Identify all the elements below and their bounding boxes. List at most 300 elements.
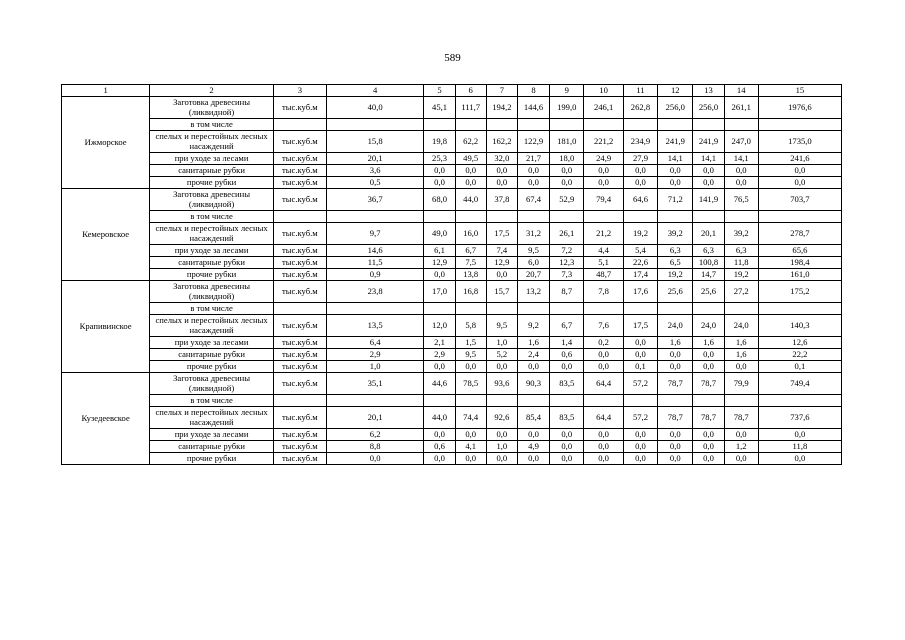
value-cell: 17,5 <box>486 223 517 245</box>
value-cell: 17,0 <box>424 281 455 303</box>
table-row <box>62 211 842 223</box>
value-cell: 162,2 <box>486 131 517 153</box>
value-cell: 20,7 <box>517 269 549 281</box>
value-cell: 0,0 <box>658 349 693 361</box>
value-cell: 7,8 <box>584 281 623 303</box>
header-row <box>62 85 842 97</box>
value-cell: 39,2 <box>724 223 758 245</box>
value-cell: 64,4 <box>584 407 623 429</box>
value-cell: 0,0 <box>758 177 841 189</box>
value-cell: 161,0 <box>758 269 841 281</box>
value-cell: 0,0 <box>550 429 584 441</box>
value-cell: 140,3 <box>758 315 841 337</box>
unit-cell: тыс.куб.м <box>273 153 326 165</box>
value-cell: 241,9 <box>658 131 693 153</box>
value-cell: 24,0 <box>658 315 693 337</box>
value-cell: 1,6 <box>724 349 758 361</box>
column-number: 3 <box>273 85 326 97</box>
value-cell: 68,0 <box>424 189 455 211</box>
table-row <box>62 303 842 315</box>
value-cell <box>517 303 549 315</box>
value-cell: 0,0 <box>424 361 455 373</box>
value-cell <box>455 211 486 223</box>
value-cell: 0,0 <box>424 453 455 465</box>
column-number: 9 <box>550 85 584 97</box>
value-cell: 22,2 <box>758 349 841 361</box>
forestry-name: Кемеровское <box>62 189 150 281</box>
row-label: Заготовка древесины (ликвидной) <box>150 189 274 211</box>
value-cell: 0,0 <box>550 361 584 373</box>
value-cell: 247,0 <box>724 131 758 153</box>
value-cell: 0,0 <box>658 453 693 465</box>
table-row <box>62 223 842 245</box>
value-cell: 6,0 <box>517 257 549 269</box>
value-cell: 5,4 <box>623 245 657 257</box>
value-cell <box>326 119 424 131</box>
value-cell: 78,7 <box>693 373 724 395</box>
value-cell: 1,4 <box>550 337 584 349</box>
value-cell: 19,2 <box>623 223 657 245</box>
table-row <box>62 189 842 211</box>
row-label: в том числе <box>150 211 274 223</box>
value-cell <box>550 119 584 131</box>
value-cell: 27,9 <box>623 153 657 165</box>
value-cell: 0,0 <box>424 177 455 189</box>
value-cell: 24,9 <box>584 153 623 165</box>
value-cell: 175,2 <box>758 281 841 303</box>
value-cell: 44,0 <box>424 407 455 429</box>
row-label: при уходе за лесами <box>150 153 274 165</box>
value-cell <box>486 211 517 223</box>
value-cell: 0,0 <box>693 349 724 361</box>
forestry-name: Крапивинское <box>62 281 150 373</box>
value-cell: 0,0 <box>693 441 724 453</box>
column-number: 7 <box>486 85 517 97</box>
row-label: санитарные рубки <box>150 441 274 453</box>
value-cell: 0,0 <box>424 429 455 441</box>
value-cell: 79,9 <box>724 373 758 395</box>
table-row <box>62 119 842 131</box>
value-cell: 737,6 <box>758 407 841 429</box>
value-cell: 39,2 <box>658 223 693 245</box>
value-cell: 12,3 <box>550 257 584 269</box>
value-cell: 2,9 <box>424 349 455 361</box>
value-cell: 11,8 <box>758 441 841 453</box>
value-cell <box>693 303 724 315</box>
value-cell <box>658 211 693 223</box>
unit-cell: тыс.куб.м <box>273 97 326 119</box>
value-cell: 6,2 <box>326 429 424 441</box>
value-cell: 278,7 <box>758 223 841 245</box>
value-cell: 7,2 <box>550 245 584 257</box>
value-cell: 48,7 <box>584 269 623 281</box>
value-cell: 1,0 <box>486 441 517 453</box>
value-cell: 6,7 <box>550 315 584 337</box>
column-number: 14 <box>724 85 758 97</box>
value-cell: 16,8 <box>455 281 486 303</box>
value-cell <box>693 119 724 131</box>
value-cell: 12,6 <box>758 337 841 349</box>
row-label: при уходе за лесами <box>150 245 274 257</box>
value-cell: 45,1 <box>424 97 455 119</box>
value-cell: 12,9 <box>424 257 455 269</box>
value-cell: 0,0 <box>486 429 517 441</box>
value-cell: 241,9 <box>693 131 724 153</box>
value-cell: 2,9 <box>326 349 424 361</box>
row-label: прочие рубки <box>150 177 274 189</box>
value-cell: 27,2 <box>724 281 758 303</box>
value-cell: 78,7 <box>724 407 758 429</box>
table-row <box>62 269 842 281</box>
value-cell: 6,4 <box>326 337 424 349</box>
unit-cell: тыс.куб.м <box>273 131 326 153</box>
forest-harvest-table <box>61 84 842 465</box>
value-cell: 9,5 <box>486 315 517 337</box>
value-cell: 21,7 <box>517 153 549 165</box>
column-number: 10 <box>584 85 623 97</box>
column-number: 15 <box>758 85 841 97</box>
value-cell: 78,7 <box>658 407 693 429</box>
column-number: 8 <box>517 85 549 97</box>
value-cell: 0,0 <box>517 453 549 465</box>
value-cell <box>550 303 584 315</box>
value-cell: 122,9 <box>517 131 549 153</box>
value-cell: 44,0 <box>455 189 486 211</box>
value-cell <box>424 395 455 407</box>
value-cell: 144,6 <box>517 97 549 119</box>
value-cell: 0,0 <box>623 165 657 177</box>
value-cell: 181,0 <box>550 131 584 153</box>
unit-cell: тыс.куб.м <box>273 453 326 465</box>
value-cell: 4,9 <box>517 441 549 453</box>
value-cell: 14,6 <box>326 245 424 257</box>
value-cell: 0,0 <box>724 165 758 177</box>
value-cell: 78,7 <box>658 373 693 395</box>
value-cell <box>758 395 841 407</box>
row-label: при уходе за лесами <box>150 429 274 441</box>
value-cell: 0,1 <box>623 361 657 373</box>
value-cell: 49,5 <box>455 153 486 165</box>
value-cell: 12,0 <box>424 315 455 337</box>
value-cell: 83,5 <box>550 373 584 395</box>
value-cell <box>693 211 724 223</box>
value-cell: 6,5 <box>658 257 693 269</box>
value-cell: 0,0 <box>724 429 758 441</box>
value-cell: 0,6 <box>550 349 584 361</box>
value-cell: 1,6 <box>724 337 758 349</box>
value-cell <box>623 211 657 223</box>
value-cell: 0,0 <box>584 441 623 453</box>
value-cell <box>455 303 486 315</box>
table-row <box>62 153 842 165</box>
value-cell: 0,0 <box>758 165 841 177</box>
forestry-name: Кузедеевское <box>62 373 150 465</box>
table-row <box>62 441 842 453</box>
row-label: спелых и перестойных лесных насаждений <box>150 223 274 245</box>
value-cell: 0,0 <box>455 453 486 465</box>
value-cell: 0,0 <box>693 429 724 441</box>
value-cell: 703,7 <box>758 189 841 211</box>
value-cell <box>326 395 424 407</box>
value-cell: 44,6 <box>424 373 455 395</box>
value-cell: 11,8 <box>724 257 758 269</box>
value-cell: 241,6 <box>758 153 841 165</box>
page-number: 589 <box>444 52 461 64</box>
value-cell: 1,6 <box>658 337 693 349</box>
unit-cell: тыс.куб.м <box>273 441 326 453</box>
column-number: 13 <box>693 85 724 97</box>
unit-cell: тыс.куб.м <box>273 223 326 245</box>
table-row <box>62 395 842 407</box>
value-cell: 0,2 <box>584 337 623 349</box>
value-cell: 13,5 <box>326 315 424 337</box>
value-cell <box>326 211 424 223</box>
value-cell: 35,1 <box>326 373 424 395</box>
row-label: Заготовка древесины (ликвидной) <box>150 281 274 303</box>
value-cell: 3,6 <box>326 165 424 177</box>
value-cell: 0,0 <box>658 177 693 189</box>
value-cell: 0,9 <box>326 269 424 281</box>
table-row <box>62 165 842 177</box>
value-cell: 0,0 <box>658 441 693 453</box>
value-cell: 65,6 <box>758 245 841 257</box>
value-cell <box>455 395 486 407</box>
value-cell: 0,0 <box>486 453 517 465</box>
value-cell: 78,7 <box>693 407 724 429</box>
value-cell: 0,0 <box>517 429 549 441</box>
row-label: в том числе <box>150 119 274 131</box>
value-cell: 261,1 <box>724 97 758 119</box>
value-cell: 246,1 <box>584 97 623 119</box>
value-cell: 221,2 <box>584 131 623 153</box>
table-row <box>62 257 842 269</box>
table-row <box>62 429 842 441</box>
unit-cell: тыс.куб.м <box>273 177 326 189</box>
unit-cell: тыс.куб.м <box>273 165 326 177</box>
value-cell: 76,5 <box>724 189 758 211</box>
value-cell: 0,0 <box>424 269 455 281</box>
value-cell: 5,1 <box>584 257 623 269</box>
table-row <box>62 245 842 257</box>
value-cell: 256,0 <box>693 97 724 119</box>
value-cell: 14,1 <box>658 153 693 165</box>
unit-cell: тыс.куб.м <box>273 349 326 361</box>
value-cell: 6,3 <box>724 245 758 257</box>
value-cell <box>623 395 657 407</box>
value-cell: 64,4 <box>584 373 623 395</box>
row-label: санитарные рубки <box>150 349 274 361</box>
unit-cell: тыс.куб.м <box>273 373 326 395</box>
value-cell: 6,7 <box>455 245 486 257</box>
value-cell: 1,0 <box>486 337 517 349</box>
value-cell: 24,0 <box>693 315 724 337</box>
value-cell: 0,0 <box>724 453 758 465</box>
value-cell: 0,0 <box>455 177 486 189</box>
value-cell: 111,7 <box>455 97 486 119</box>
value-cell: 7,4 <box>486 245 517 257</box>
table-row <box>62 349 842 361</box>
unit-cell: тыс.куб.м <box>273 269 326 281</box>
value-cell <box>584 395 623 407</box>
value-cell: 749,4 <box>758 373 841 395</box>
value-cell: 194,2 <box>486 97 517 119</box>
row-label: санитарные рубки <box>150 257 274 269</box>
value-cell: 0,0 <box>550 165 584 177</box>
value-cell: 0,0 <box>584 429 623 441</box>
value-cell <box>724 211 758 223</box>
value-cell: 16,0 <box>455 223 486 245</box>
unit-cell: тыс.куб.м <box>273 337 326 349</box>
value-cell: 24,0 <box>724 315 758 337</box>
row-label: в том числе <box>150 395 274 407</box>
value-cell: 0,0 <box>658 165 693 177</box>
value-cell: 0,0 <box>758 453 841 465</box>
value-cell: 2,4 <box>517 349 549 361</box>
row-label: санитарные рубки <box>150 165 274 177</box>
value-cell: 234,9 <box>623 131 657 153</box>
table-row <box>62 337 842 349</box>
value-cell: 90,3 <box>517 373 549 395</box>
value-cell: 0,0 <box>623 441 657 453</box>
value-cell: 14,7 <box>693 269 724 281</box>
value-cell: 0,0 <box>517 361 549 373</box>
value-cell: 0,0 <box>517 165 549 177</box>
value-cell <box>658 303 693 315</box>
value-cell: 32,0 <box>486 153 517 165</box>
value-cell: 0,0 <box>584 177 623 189</box>
value-cell: 1,2 <box>724 441 758 453</box>
row-label: спелых и перестойных лесных насаждений <box>150 315 274 337</box>
value-cell: 0,0 <box>623 177 657 189</box>
value-cell: 0,0 <box>424 165 455 177</box>
value-cell: 0,0 <box>486 269 517 281</box>
value-cell: 0,0 <box>584 165 623 177</box>
value-cell: 13,8 <box>455 269 486 281</box>
value-cell: 26,1 <box>550 223 584 245</box>
value-cell: 100,8 <box>693 257 724 269</box>
unit-cell: тыс.куб.м <box>273 257 326 269</box>
value-cell: 18,0 <box>550 153 584 165</box>
value-cell: 7,6 <box>584 315 623 337</box>
unit-cell <box>273 119 326 131</box>
value-cell: 0,0 <box>584 453 623 465</box>
value-cell <box>424 211 455 223</box>
column-number: 1 <box>62 85 150 97</box>
value-cell: 14,1 <box>724 153 758 165</box>
value-cell <box>758 211 841 223</box>
value-cell <box>517 119 549 131</box>
value-cell: 0,0 <box>455 361 486 373</box>
value-cell <box>486 119 517 131</box>
row-label: при уходе за лесами <box>150 337 274 349</box>
value-cell <box>623 303 657 315</box>
value-cell: 83,5 <box>550 407 584 429</box>
value-cell: 0,0 <box>623 349 657 361</box>
forestry-name: Ижморское <box>62 97 150 189</box>
value-cell: 262,8 <box>623 97 657 119</box>
value-cell: 49,0 <box>424 223 455 245</box>
value-cell: 14,1 <box>693 153 724 165</box>
value-cell <box>424 303 455 315</box>
value-cell <box>455 119 486 131</box>
value-cell: 52,9 <box>550 189 584 211</box>
unit-cell <box>273 395 326 407</box>
value-cell: 79,4 <box>584 189 623 211</box>
table-row <box>62 407 842 429</box>
value-cell: 0,0 <box>517 177 549 189</box>
value-cell: 0,1 <box>758 361 841 373</box>
column-number: 4 <box>326 85 424 97</box>
value-cell: 0,0 <box>693 361 724 373</box>
row-label: Заготовка древесины (ликвидной) <box>150 373 274 395</box>
value-cell <box>550 395 584 407</box>
table-row <box>62 315 842 337</box>
value-cell: 0,6 <box>424 441 455 453</box>
value-cell: 8,7 <box>550 281 584 303</box>
value-cell: 4,4 <box>584 245 623 257</box>
value-cell <box>517 395 549 407</box>
row-label: спелых и перестойных лесных насаждений <box>150 407 274 429</box>
value-cell: 256,0 <box>658 97 693 119</box>
value-cell: 57,2 <box>623 373 657 395</box>
value-cell <box>758 303 841 315</box>
value-cell: 20,1 <box>326 407 424 429</box>
value-cell: 74,4 <box>455 407 486 429</box>
value-cell: 141,9 <box>693 189 724 211</box>
value-cell: 67,4 <box>517 189 549 211</box>
row-label: Заготовка древесины (ликвидной) <box>150 97 274 119</box>
value-cell: 37,8 <box>486 189 517 211</box>
value-cell: 0,0 <box>658 429 693 441</box>
value-cell: 25,3 <box>424 153 455 165</box>
value-cell <box>658 395 693 407</box>
value-cell: 71,2 <box>658 189 693 211</box>
value-cell: 19,2 <box>724 269 758 281</box>
value-cell: 7,5 <box>455 257 486 269</box>
value-cell: 6,3 <box>658 245 693 257</box>
value-cell: 5,2 <box>486 349 517 361</box>
value-cell: 4,1 <box>455 441 486 453</box>
value-cell: 17,4 <box>623 269 657 281</box>
value-cell: 0,0 <box>486 361 517 373</box>
value-cell: 0,0 <box>758 429 841 441</box>
value-cell: 85,4 <box>517 407 549 429</box>
value-cell: 0,0 <box>623 337 657 349</box>
value-cell <box>486 395 517 407</box>
value-cell <box>758 119 841 131</box>
value-cell: 0,0 <box>455 429 486 441</box>
value-cell: 2,1 <box>424 337 455 349</box>
value-cell: 20,1 <box>326 153 424 165</box>
column-number: 2 <box>150 85 274 97</box>
value-cell <box>658 119 693 131</box>
value-cell: 0,0 <box>658 361 693 373</box>
unit-cell: тыс.куб.м <box>273 407 326 429</box>
value-cell: 0,0 <box>623 453 657 465</box>
value-cell <box>724 119 758 131</box>
table-row <box>62 177 842 189</box>
value-cell: 1976,6 <box>758 97 841 119</box>
value-cell: 17,5 <box>623 315 657 337</box>
value-cell <box>724 395 758 407</box>
value-cell <box>517 211 549 223</box>
value-cell: 9,5 <box>517 245 549 257</box>
column-number: 5 <box>424 85 455 97</box>
value-cell: 1,6 <box>693 337 724 349</box>
value-cell: 0,0 <box>724 361 758 373</box>
value-cell: 0,0 <box>693 453 724 465</box>
column-number: 11 <box>623 85 657 97</box>
